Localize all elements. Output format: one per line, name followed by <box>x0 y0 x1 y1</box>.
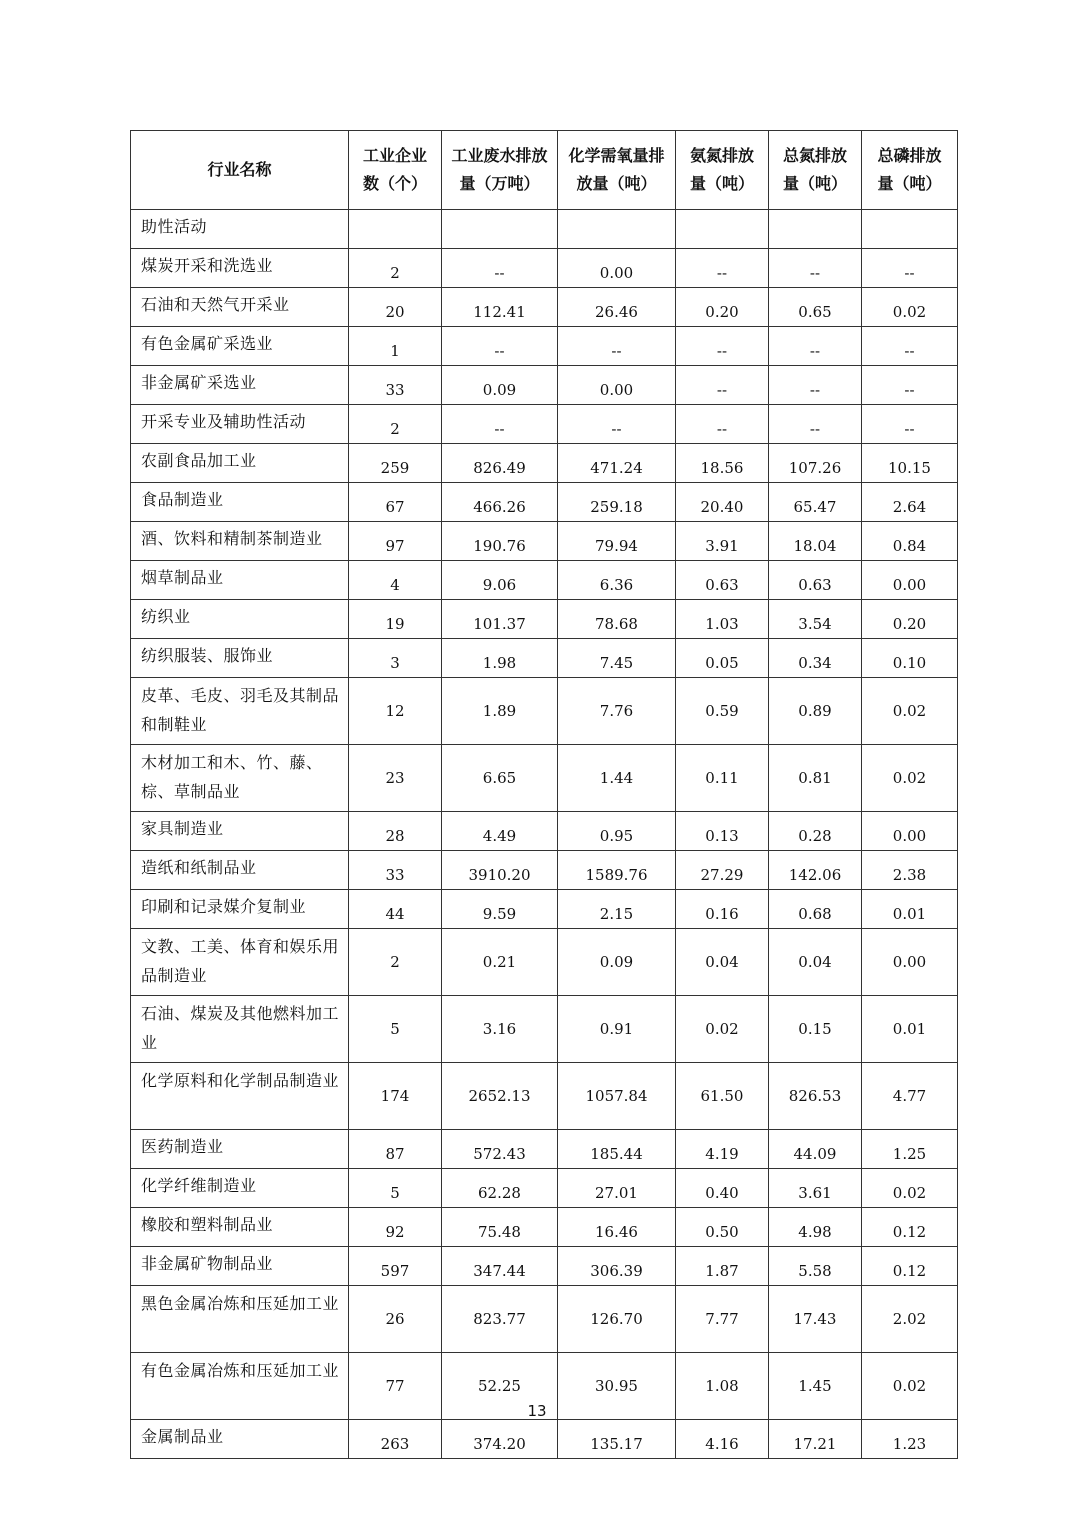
cell-ammonia: -- <box>676 327 769 366</box>
cell-total-phosphorus: 1.25 <box>862 1130 958 1169</box>
cell-cod: 306.39 <box>558 1247 676 1286</box>
cell-total-phosphorus: 0.00 <box>862 929 958 996</box>
table-row <box>131 522 958 561</box>
cell-industry-name: 皮革、毛皮、羽毛及其制品和制鞋业 <box>131 678 349 745</box>
cell-enterprise-count: 19 <box>349 600 442 639</box>
cell-total-phosphorus: 0.12 <box>862 1247 958 1286</box>
cell-cod: -- <box>558 327 676 366</box>
table-row <box>131 561 958 600</box>
cell-total-phosphorus: 0.01 <box>862 890 958 929</box>
cell-industry-name: 家具制造业 <box>131 812 349 851</box>
cell-enterprise-count: 67 <box>349 483 442 522</box>
cell-cod: 259.18 <box>558 483 676 522</box>
table-row <box>131 288 958 327</box>
cell-cod: 26.46 <box>558 288 676 327</box>
cell-ammonia: 0.16 <box>676 890 769 929</box>
cell-enterprise-count: 20 <box>349 288 442 327</box>
cell-enterprise-count: 5 <box>349 996 442 1063</box>
cell-industry-name: 非金属矿采选业 <box>131 366 349 405</box>
cell-enterprise-count: 97 <box>349 522 442 561</box>
cell-ammonia: 1.03 <box>676 600 769 639</box>
cell-industry-name: 烟草制品业 <box>131 561 349 600</box>
cell-enterprise-count: 92 <box>349 1208 442 1247</box>
cell-enterprise-count: 259 <box>349 444 442 483</box>
cell-wastewater: 101.37 <box>442 600 558 639</box>
cell-total-phosphorus: -- <box>862 366 958 405</box>
cell-industry-name: 农副食品加工业 <box>131 444 349 483</box>
cell-cod: 6.36 <box>558 561 676 600</box>
table-row <box>131 1130 958 1169</box>
cell-ammonia: -- <box>676 405 769 444</box>
cell-total-phosphorus: 0.02 <box>862 1353 958 1420</box>
table-row <box>131 1420 958 1459</box>
cell-total-nitrogen: -- <box>769 405 862 444</box>
cell-total-phosphorus: 10.15 <box>862 444 958 483</box>
table-row <box>131 366 958 405</box>
cell-cod: 0.95 <box>558 812 676 851</box>
cell-total-phosphorus: 0.12 <box>862 1208 958 1247</box>
cell-total-phosphorus: 1.23 <box>862 1420 958 1459</box>
table-row <box>131 812 958 851</box>
cell-industry-name: 有色金属矿采选业 <box>131 327 349 366</box>
cell-industry-name: 黑色金属冶炼和压延加工业 <box>131 1286 349 1353</box>
cell-total-phosphorus: 0.02 <box>862 288 958 327</box>
cell-wastewater: 75.48 <box>442 1208 558 1247</box>
cell-ammonia: 0.63 <box>676 561 769 600</box>
table-row <box>131 327 958 366</box>
cell-total-nitrogen: 3.61 <box>769 1169 862 1208</box>
cell-wastewater: 823.77 <box>442 1286 558 1353</box>
header-cod: 化学需氧量排放量（吨） <box>558 131 676 210</box>
cell-wastewater: 374.20 <box>442 1420 558 1459</box>
cell-total-nitrogen <box>769 210 862 249</box>
cell-total-nitrogen: 65.47 <box>769 483 862 522</box>
cell-total-phosphorus: 0.02 <box>862 1169 958 1208</box>
cell-wastewater: 62.28 <box>442 1169 558 1208</box>
cell-ammonia: 0.13 <box>676 812 769 851</box>
header-industry: 行业名称 <box>131 131 349 210</box>
cell-wastewater: 3.16 <box>442 996 558 1063</box>
cell-total-phosphorus <box>862 210 958 249</box>
cell-total-nitrogen: 17.43 <box>769 1286 862 1353</box>
cell-total-nitrogen: 142.06 <box>769 851 862 890</box>
cell-enterprise-count: 2 <box>349 929 442 996</box>
cell-industry-name: 煤炭开采和洗选业 <box>131 249 349 288</box>
cell-total-phosphorus: 0.01 <box>862 996 958 1063</box>
cell-cod: 1589.76 <box>558 851 676 890</box>
cell-cod: 16.46 <box>558 1208 676 1247</box>
cell-wastewater: -- <box>442 327 558 366</box>
cell-wastewater: 9.59 <box>442 890 558 929</box>
cell-cod: 30.95 <box>558 1353 676 1420</box>
cell-cod: 126.70 <box>558 1286 676 1353</box>
cell-total-nitrogen: 5.58 <box>769 1247 862 1286</box>
cell-enterprise-count: 44 <box>349 890 442 929</box>
cell-total-nitrogen: 107.26 <box>769 444 862 483</box>
table-row <box>131 1286 958 1353</box>
cell-cod: 2.15 <box>558 890 676 929</box>
cell-total-phosphorus: 0.00 <box>862 812 958 851</box>
cell-total-phosphorus: 0.02 <box>862 678 958 745</box>
cell-industry-name: 助性活动 <box>131 210 349 249</box>
table-row <box>131 600 958 639</box>
cell-enterprise-count: 3 <box>349 639 442 678</box>
cell-ammonia: 0.50 <box>676 1208 769 1247</box>
cell-industry-name: 食品制造业 <box>131 483 349 522</box>
cell-enterprise-count: 174 <box>349 1063 442 1130</box>
cell-total-nitrogen: 3.54 <box>769 600 862 639</box>
cell-ammonia: 27.29 <box>676 851 769 890</box>
header-wastewater: 工业废水排放量（万吨） <box>442 131 558 210</box>
cell-total-nitrogen: 0.89 <box>769 678 862 745</box>
cell-ammonia: 0.11 <box>676 745 769 812</box>
cell-industry-name: 纺织服装、服饰业 <box>131 639 349 678</box>
table-row <box>131 929 958 996</box>
cell-total-nitrogen: 0.81 <box>769 745 862 812</box>
cell-industry-name: 造纸和纸制品业 <box>131 851 349 890</box>
cell-enterprise-count: 26 <box>349 1286 442 1353</box>
cell-cod: 7.76 <box>558 678 676 745</box>
cell-ammonia: 3.91 <box>676 522 769 561</box>
cell-total-nitrogen: 0.63 <box>769 561 862 600</box>
cell-enterprise-count: 87 <box>349 1130 442 1169</box>
cell-total-nitrogen: 0.68 <box>769 890 862 929</box>
cell-cod: 7.45 <box>558 639 676 678</box>
table-row <box>131 678 958 745</box>
cell-enterprise-count: 12 <box>349 678 442 745</box>
cell-industry-name: 非金属矿物制品业 <box>131 1247 349 1286</box>
cell-ammonia: -- <box>676 249 769 288</box>
cell-industry-name: 化学原料和化学制品制造业 <box>131 1063 349 1130</box>
cell-industry-name: 文教、工美、体育和娱乐用品制造业 <box>131 929 349 996</box>
cell-cod: 27.01 <box>558 1169 676 1208</box>
cell-total-phosphorus: 2.64 <box>862 483 958 522</box>
cell-wastewater: 6.65 <box>442 745 558 812</box>
cell-ammonia: 61.50 <box>676 1063 769 1130</box>
cell-total-nitrogen: 0.65 <box>769 288 862 327</box>
cell-enterprise-count: 1 <box>349 327 442 366</box>
cell-ammonia: -- <box>676 366 769 405</box>
cell-ammonia: 4.16 <box>676 1420 769 1459</box>
cell-industry-name: 印刷和记录媒介复制业 <box>131 890 349 929</box>
cell-cod: 185.44 <box>558 1130 676 1169</box>
header-total-phosphorus: 总磷排放量（吨） <box>862 131 958 210</box>
cell-total-nitrogen: 17.21 <box>769 1420 862 1459</box>
cell-total-phosphorus: 4.77 <box>862 1063 958 1130</box>
table-row <box>131 851 958 890</box>
table-row <box>131 444 958 483</box>
cell-total-nitrogen: 18.04 <box>769 522 862 561</box>
cell-total-nitrogen: 0.15 <box>769 996 862 1063</box>
cell-enterprise-count: 28 <box>349 812 442 851</box>
header-ammonia: 氨氮排放量（吨） <box>676 131 769 210</box>
header-enterprise-count: 工业企业数（个） <box>349 131 442 210</box>
cell-total-phosphorus: -- <box>862 249 958 288</box>
table-row <box>131 405 958 444</box>
cell-industry-name: 橡胶和塑料制品业 <box>131 1208 349 1247</box>
cell-total-phosphorus: 0.10 <box>862 639 958 678</box>
cell-cod: 0.00 <box>558 249 676 288</box>
cell-total-phosphorus: 2.38 <box>862 851 958 890</box>
cell-wastewater: 2652.13 <box>442 1063 558 1130</box>
cell-wastewater: 826.49 <box>442 444 558 483</box>
cell-cod: 471.24 <box>558 444 676 483</box>
cell-total-nitrogen: -- <box>769 366 862 405</box>
cell-total-nitrogen: 44.09 <box>769 1130 862 1169</box>
cell-wastewater: 9.06 <box>442 561 558 600</box>
cell-industry-name: 石油、煤炭及其他燃料加工业 <box>131 996 349 1063</box>
cell-wastewater: 190.76 <box>442 522 558 561</box>
cell-total-nitrogen: -- <box>769 327 862 366</box>
cell-enterprise-count: 597 <box>349 1247 442 1286</box>
cell-total-nitrogen: 0.04 <box>769 929 862 996</box>
cell-cod: 0.09 <box>558 929 676 996</box>
cell-enterprise-count: 5 <box>349 1169 442 1208</box>
cell-wastewater: 572.43 <box>442 1130 558 1169</box>
cell-enterprise-count: 2 <box>349 405 442 444</box>
cell-wastewater: -- <box>442 249 558 288</box>
cell-total-nitrogen: 1.45 <box>769 1353 862 1420</box>
cell-total-phosphorus: 0.00 <box>862 561 958 600</box>
cell-wastewater: 0.09 <box>442 366 558 405</box>
cell-wastewater: 466.26 <box>442 483 558 522</box>
cell-wastewater: 0.21 <box>442 929 558 996</box>
cell-total-phosphorus: 0.84 <box>862 522 958 561</box>
cell-enterprise-count: 33 <box>349 851 442 890</box>
table-row <box>131 483 958 522</box>
cell-wastewater: -- <box>442 405 558 444</box>
cell-ammonia: 0.40 <box>676 1169 769 1208</box>
cell-industry-name: 纺织业 <box>131 600 349 639</box>
table-row <box>131 639 958 678</box>
cell-ammonia: 1.87 <box>676 1247 769 1286</box>
table-row <box>131 890 958 929</box>
cell-enterprise-count: 33 <box>349 366 442 405</box>
cell-cod: 0.91 <box>558 996 676 1063</box>
cell-ammonia: 1.08 <box>676 1353 769 1420</box>
cell-ammonia: 0.59 <box>676 678 769 745</box>
cell-industry-name: 木材加工和木、竹、藤、棕、草制品业 <box>131 745 349 812</box>
emissions-table <box>130 130 958 1459</box>
cell-total-nitrogen: 826.53 <box>769 1063 862 1130</box>
cell-enterprise-count <box>349 210 442 249</box>
cell-industry-name: 医药制造业 <box>131 1130 349 1169</box>
cell-cod: 135.17 <box>558 1420 676 1459</box>
cell-ammonia: 0.20 <box>676 288 769 327</box>
cell-ammonia: 18.56 <box>676 444 769 483</box>
cell-total-nitrogen: 0.28 <box>769 812 862 851</box>
cell-cod <box>558 210 676 249</box>
cell-wastewater: 4.49 <box>442 812 558 851</box>
table-row <box>131 745 958 812</box>
table-header-row <box>131 131 958 210</box>
cell-industry-name: 酒、饮料和精制茶制造业 <box>131 522 349 561</box>
cell-cod: -- <box>558 405 676 444</box>
cell-ammonia: 0.05 <box>676 639 769 678</box>
cell-enterprise-count: 4 <box>349 561 442 600</box>
cell-wastewater: 112.41 <box>442 288 558 327</box>
table-row <box>131 1247 958 1286</box>
cell-ammonia: 0.04 <box>676 929 769 996</box>
header-total-nitrogen: 总氮排放量（吨） <box>769 131 862 210</box>
table-row <box>131 210 958 249</box>
cell-total-phosphorus: 0.20 <box>862 600 958 639</box>
cell-cod: 79.94 <box>558 522 676 561</box>
cell-wastewater <box>442 210 558 249</box>
cell-total-nitrogen: -- <box>769 249 862 288</box>
table-row <box>131 1208 958 1247</box>
page-number: 13 <box>527 1402 547 1420</box>
cell-enterprise-count: 23 <box>349 745 442 812</box>
cell-cod: 78.68 <box>558 600 676 639</box>
cell-total-phosphorus: 2.02 <box>862 1286 958 1353</box>
cell-enterprise-count: 77 <box>349 1353 442 1420</box>
cell-ammonia: 4.19 <box>676 1130 769 1169</box>
cell-total-nitrogen: 0.34 <box>769 639 862 678</box>
table-row <box>131 1169 958 1208</box>
cell-cod: 0.00 <box>558 366 676 405</box>
cell-wastewater: 1.89 <box>442 678 558 745</box>
cell-industry-name: 有色金属冶炼和压延加工业 <box>131 1353 349 1420</box>
table-row <box>131 996 958 1063</box>
cell-ammonia: 0.02 <box>676 996 769 1063</box>
cell-ammonia <box>676 210 769 249</box>
cell-total-phosphorus: 0.02 <box>862 745 958 812</box>
cell-wastewater: 3910.20 <box>442 851 558 890</box>
table-row <box>131 1063 958 1130</box>
cell-enterprise-count: 2 <box>349 249 442 288</box>
cell-wastewater: 347.44 <box>442 1247 558 1286</box>
cell-industry-name: 金属制品业 <box>131 1420 349 1459</box>
cell-industry-name: 开采专业及辅助性活动 <box>131 405 349 444</box>
cell-industry-name: 石油和天然气开采业 <box>131 288 349 327</box>
cell-total-nitrogen: 4.98 <box>769 1208 862 1247</box>
cell-industry-name: 化学纤维制造业 <box>131 1169 349 1208</box>
cell-total-phosphorus: -- <box>862 327 958 366</box>
cell-cod: 1057.84 <box>558 1063 676 1130</box>
cell-ammonia: 7.77 <box>676 1286 769 1353</box>
cell-wastewater: 52.25 <box>442 1353 558 1420</box>
cell-ammonia: 20.40 <box>676 483 769 522</box>
cell-enterprise-count: 263 <box>349 1420 442 1459</box>
cell-total-phosphorus: -- <box>862 405 958 444</box>
cell-wastewater: 1.98 <box>442 639 558 678</box>
table-row <box>131 249 958 288</box>
cell-cod: 1.44 <box>558 745 676 812</box>
